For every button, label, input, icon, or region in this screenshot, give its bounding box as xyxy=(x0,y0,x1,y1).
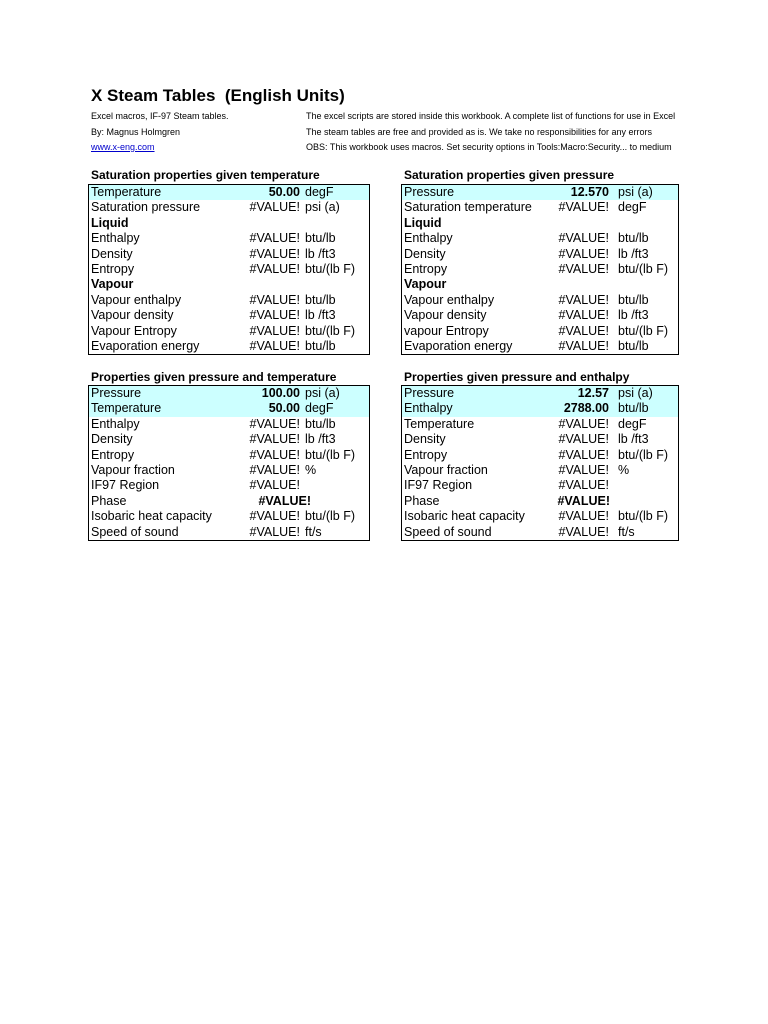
table-row xyxy=(89,401,369,416)
row-value: #VALUE! xyxy=(558,432,609,447)
table-row xyxy=(89,293,369,308)
pressure-input[interactable]: 12.57 xyxy=(577,386,609,400)
row-value: #VALUE! xyxy=(558,462,609,477)
row-unit: psi (a) xyxy=(305,386,340,400)
row-unit: btu/lb xyxy=(305,416,336,431)
table-row xyxy=(89,417,369,432)
row-label: Temperature xyxy=(404,416,475,431)
row-value: #VALUE! xyxy=(558,231,609,246)
row-value: #VALUE! xyxy=(249,231,300,246)
row-unit: degF xyxy=(618,200,647,215)
row-label: Saturation pressure xyxy=(91,200,201,215)
row-value: #VALUE! xyxy=(558,200,609,215)
row-label: Pressure xyxy=(404,386,455,400)
table-row xyxy=(402,231,678,246)
website-link[interactable]: www.x-eng.com xyxy=(91,142,155,152)
table-row xyxy=(402,277,678,292)
row-label: Speed of sound xyxy=(91,524,179,539)
table-row xyxy=(89,478,369,493)
row-label: Vapour density xyxy=(404,308,487,323)
row-unit: btu/(lb F) xyxy=(618,261,669,276)
table-row xyxy=(402,216,678,231)
row-unit: lb /ft3 xyxy=(305,246,336,261)
ph-props-title: Properties given pressure and enthalpy xyxy=(404,370,630,384)
row-unit: btu/(lb F) xyxy=(618,323,669,338)
row-unit: psi (a) xyxy=(305,200,340,215)
table-row xyxy=(89,494,369,509)
row-unit: degF xyxy=(305,185,334,199)
row-value: #VALUE! xyxy=(249,261,300,276)
row-value: #VALUE! xyxy=(249,478,300,493)
row-value: #VALUE! xyxy=(249,323,300,338)
row-label: IF97 Region xyxy=(91,478,160,493)
row-unit: ft/s xyxy=(618,524,635,539)
row-unit: btu/(lb F) xyxy=(305,509,356,524)
table-row xyxy=(89,324,369,339)
row-value: #VALUE! xyxy=(249,292,300,307)
table-row xyxy=(89,262,369,277)
row-label: Entropy xyxy=(404,261,448,276)
row-value: #VALUE! xyxy=(558,292,609,307)
row-unit: lb /ft3 xyxy=(618,308,649,323)
section-header-liquid: Liquid xyxy=(91,215,129,230)
row-label: Pressure xyxy=(404,185,455,199)
row-unit: lb /ft3 xyxy=(305,432,336,447)
table-row xyxy=(89,200,369,215)
section-header-vapour: Vapour xyxy=(91,277,134,292)
table-row xyxy=(89,432,369,447)
row-label: vapour Entropy xyxy=(404,323,489,338)
row-unit: btu/lb xyxy=(618,292,649,307)
table-row xyxy=(402,185,678,200)
row-label: Saturation temperature xyxy=(404,200,532,215)
row-unit: lb /ft3 xyxy=(618,246,649,261)
enthalpy-input[interactable]: 2788.00 xyxy=(563,401,609,416)
table-row xyxy=(402,200,678,215)
row-unit: btu/(lb F) xyxy=(305,447,356,462)
page-title: X Steam Tables (English Units) xyxy=(91,86,345,105)
table-row xyxy=(402,509,678,524)
row-value: #VALUE! xyxy=(558,323,609,338)
table-row xyxy=(89,509,369,524)
row-label: Density xyxy=(404,432,446,447)
row-unit: psi (a) xyxy=(618,386,653,400)
table-row xyxy=(402,463,678,478)
row-unit: btu/(lb F) xyxy=(618,447,669,462)
table-row xyxy=(402,308,678,323)
row-value: #VALUE! xyxy=(558,524,609,539)
row-value: #VALUE! xyxy=(558,447,609,462)
row-label: Phase xyxy=(404,493,440,508)
row-value: #VALUE! xyxy=(558,478,609,493)
row-value: #VALUE! xyxy=(249,200,300,215)
row-value: #VALUE! xyxy=(249,447,300,462)
row-unit: degF xyxy=(305,401,334,416)
table-row xyxy=(402,262,678,277)
row-unit: degF xyxy=(618,416,647,431)
row-label: Vapour Entropy xyxy=(91,323,177,338)
row-unit: btu/lb xyxy=(305,292,336,307)
row-value: #VALUE! xyxy=(558,509,609,524)
sat-pressure-title: Saturation properties given pressure xyxy=(404,168,615,182)
row-label: Evaporation energy xyxy=(91,338,200,353)
row-unit: % xyxy=(305,462,317,477)
table-row xyxy=(89,216,369,231)
table-row xyxy=(402,247,678,262)
row-label: Vapour fraction xyxy=(91,462,175,477)
row-label: Enthalpy xyxy=(404,401,453,416)
row-label: Density xyxy=(91,432,133,447)
table-row xyxy=(402,448,678,463)
table-row xyxy=(402,432,678,447)
table-row xyxy=(402,478,678,493)
row-label: Evaporation energy xyxy=(404,338,513,353)
row-label: Vapour enthalpy xyxy=(404,292,495,307)
table-row xyxy=(89,185,369,200)
table-row xyxy=(89,448,369,463)
row-label: Density xyxy=(404,246,446,261)
pressure-input[interactable]: 12.570 xyxy=(570,185,609,199)
row-unit: btu/lb xyxy=(618,231,649,246)
row-value: #VALUE! xyxy=(249,246,300,261)
row-label: Temperature xyxy=(91,185,162,199)
table-row xyxy=(402,525,678,540)
table-row xyxy=(89,247,369,262)
row-label: Entropy xyxy=(404,447,448,462)
row-unit: psi (a) xyxy=(618,185,653,199)
note-macro-security: OBS: This workbook uses macros. Set security options in Tools:Macro:Security... to medium xyxy=(306,142,672,152)
row-unit: btu/(lb F) xyxy=(305,323,356,338)
row-label: Speed of sound xyxy=(404,524,492,539)
row-unit: btu/lb xyxy=(618,338,649,353)
table-row xyxy=(89,386,369,401)
row-value: #VALUE! xyxy=(558,246,609,261)
table-row xyxy=(402,339,678,354)
row-label: Isobaric heat capacity xyxy=(404,509,525,524)
table-row xyxy=(89,277,369,292)
table-row xyxy=(402,293,678,308)
author-info: By: Magnus Holmgren xyxy=(91,127,181,137)
row-label: Vapour fraction xyxy=(404,462,488,477)
temperature-input[interactable]: 50.00 xyxy=(268,185,300,199)
row-unit: % xyxy=(618,462,630,477)
row-unit: lb /ft3 xyxy=(618,432,649,447)
table-row xyxy=(89,231,369,246)
table-row xyxy=(89,463,369,478)
table-row xyxy=(89,525,369,540)
row-unit: lb /ft3 xyxy=(305,308,336,323)
row-label: Entropy xyxy=(91,447,135,462)
sat-pressure-table xyxy=(401,184,679,355)
row-value: #VALUE! xyxy=(249,338,300,353)
temperature-input[interactable]: 50.00 xyxy=(268,401,300,416)
table-row xyxy=(402,417,678,432)
phase-value: #VALUE! xyxy=(258,493,311,508)
note-disclaimer: The steam tables are free and provided as is. We take no responsibilities for any errors xyxy=(306,127,653,137)
row-unit: ft/s xyxy=(305,524,322,539)
sat-temp-title: Saturation properties given temperature xyxy=(91,168,320,182)
row-label: Vapour enthalpy xyxy=(91,292,182,307)
table-row xyxy=(402,494,678,509)
row-value: #VALUE! xyxy=(249,462,300,477)
pt-props-title: Properties given pressure and temperature xyxy=(91,370,337,384)
row-value: #VALUE! xyxy=(249,432,300,447)
table-row xyxy=(89,339,369,354)
row-label: Isobaric heat capacity xyxy=(91,509,212,524)
row-unit: btu/lb xyxy=(305,338,336,353)
row-label: Enthalpy xyxy=(91,416,140,431)
row-label: Enthalpy xyxy=(91,231,140,246)
row-value: #VALUE! xyxy=(249,509,300,524)
table-row xyxy=(402,324,678,339)
table-row xyxy=(402,386,678,401)
row-value: #VALUE! xyxy=(249,308,300,323)
row-label: IF97 Region xyxy=(404,478,473,493)
row-unit: btu/lb xyxy=(618,401,649,416)
table-row xyxy=(402,401,678,416)
row-label: Density xyxy=(91,246,133,261)
sat-temp-table xyxy=(88,184,370,355)
row-unit: btu/(lb F) xyxy=(305,261,356,276)
row-label: Temperature xyxy=(91,401,162,416)
row-unit: btu/lb xyxy=(305,231,336,246)
row-label: Enthalpy xyxy=(404,231,453,246)
pressure-input[interactable]: 100.00 xyxy=(261,386,300,400)
row-value: #VALUE! xyxy=(558,416,609,431)
row-value: #VALUE! xyxy=(558,338,609,353)
row-unit: btu/(lb F) xyxy=(618,509,669,524)
ph-props-table xyxy=(401,385,679,541)
section-header-liquid: Liquid xyxy=(404,215,442,230)
row-label: Vapour density xyxy=(91,308,174,323)
section-header-vapour: Vapour xyxy=(404,277,447,292)
table-row xyxy=(89,308,369,323)
row-value: #VALUE! xyxy=(249,524,300,539)
note-scripts: The excel scripts are stored inside this workbook. A complete list of functions for use in Excel xyxy=(306,111,676,121)
row-label: Phase xyxy=(91,493,127,508)
row-label: Pressure xyxy=(91,386,142,400)
row-value: #VALUE! xyxy=(249,416,300,431)
phase-value: #VALUE! xyxy=(557,493,610,508)
row-label: Entropy xyxy=(91,261,135,276)
macros-info: Excel macros, IF-97 Steam tables. xyxy=(91,111,229,121)
row-value: #VALUE! xyxy=(558,308,609,323)
pt-props-table xyxy=(88,385,370,541)
row-value: #VALUE! xyxy=(558,261,609,276)
